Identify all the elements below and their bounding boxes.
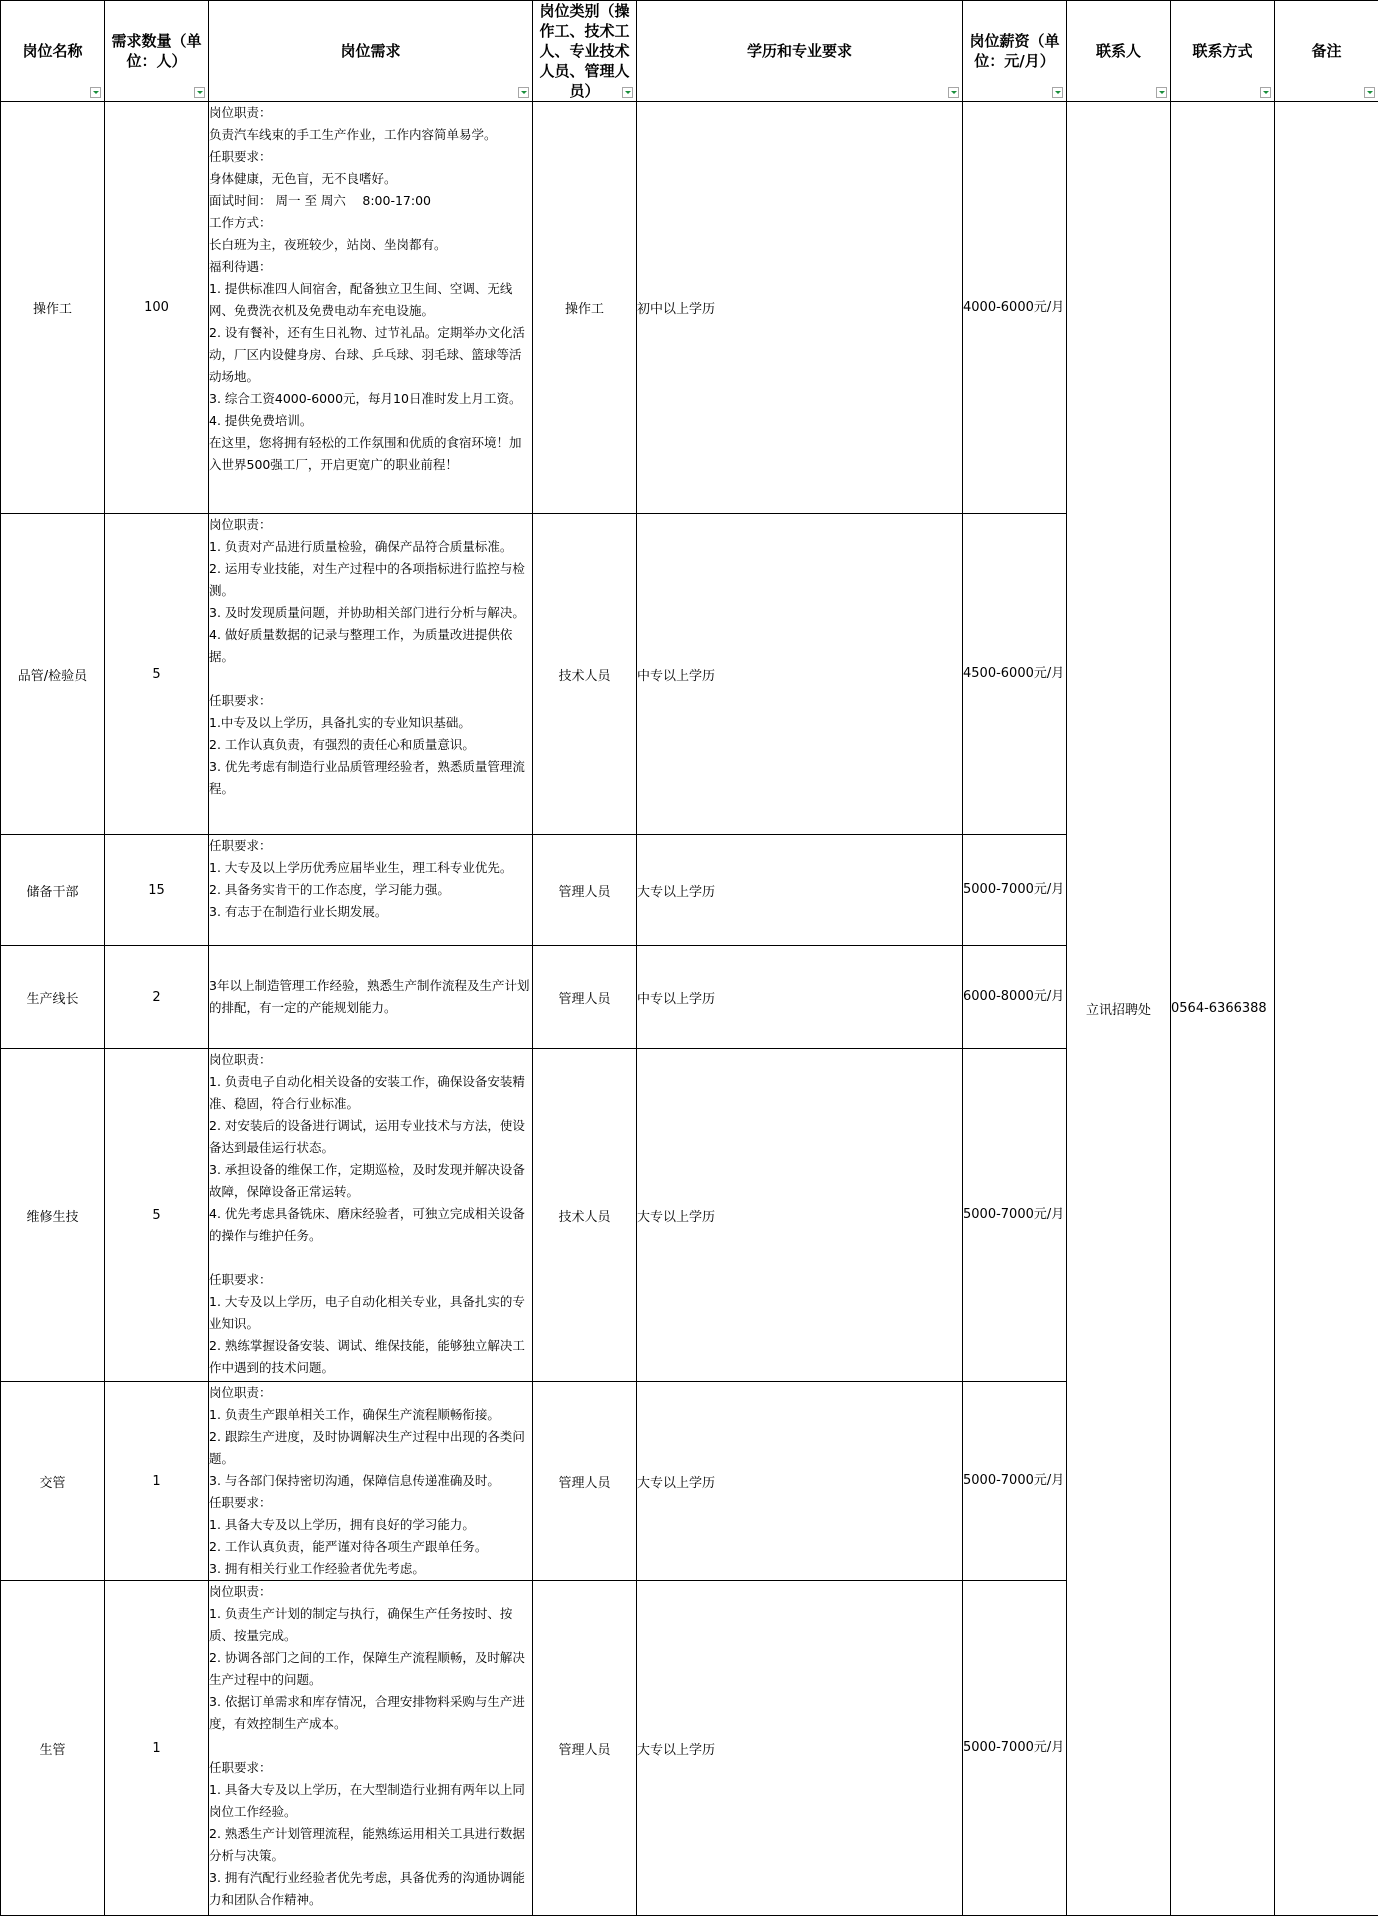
cell-requirements[interactable]: 岗位职责： 1. 负责电子自动化相关设备的安装工作，确保设备安装精准、稳固，符合行业标准。 2. 对安装后的设备进行调试，运用专业技术与方法，使设备达到最佳运行状态。 3. 承担设备的维保工作，定期巡检，及时发现并解决设备故障，保障设备正常运转。 4. 优先考虑具备铣床、磨床经验者，可独立完成相关设备的操作与维护任务。 任职要求： 1. 大专及以上学历，电子自动化相关专业，具备扎实的专业知识。 2. 熟练掌握设备安装、调试、维保技能，能够独立解决工作中遇到的技术问题。	[209, 1049, 533, 1382]
header-label: 联系方式	[1192, 42, 1252, 60]
cell-requirements[interactable]: 3年以上制造管理工作经验，熟悉生产制作流程及生产计划的排配，有一定的产能规划能力。	[209, 946, 533, 1049]
header-category[interactable]	[533, 1, 637, 102]
cell-name[interactable]: 操作工	[1, 102, 105, 514]
cell-requirements[interactable]: 岗位职责： 1. 负责生产计划的制定与执行，确保生产任务按时、按质、按量完成。 2. 协调各部门之间的工作，保障生产流程顺畅，及时解决生产过程中的问题。 3. 依据订单需求和库存情况，合理安排物料采购与生产进度，有效控制生产成本。 任职要求： 1. 具备大专及以上学历，在大型制造行业拥有两年以上同岗位工作经验。 2. 熟悉生产计划管理流程，能熟练运用相关工具进行数据分析与决策。 3. 拥有汽配行业经验者优先考虑，具备优秀的沟通协调能力和团队合作精神。	[209, 1581, 533, 1916]
cell-education[interactable]: 大专以上学历	[637, 1049, 963, 1382]
filter-dropdown-icon[interactable]	[194, 87, 205, 98]
filter-dropdown-icon[interactable]	[1156, 87, 1167, 98]
header-label: 岗位需求	[340, 42, 400, 60]
cell-quantity[interactable]: 15	[105, 835, 209, 946]
header-label: 岗位名称	[22, 42, 82, 60]
cell-salary[interactable]: 4000-6000元/月	[963, 102, 1067, 514]
cell-category[interactable]: 技术人员	[533, 514, 637, 835]
header-name[interactable]	[1, 1, 105, 102]
cell-name[interactable]: 生管	[1, 1581, 105, 1916]
cell-education[interactable]: 中专以上学历	[637, 514, 963, 835]
cell-contact[interactable]: 立讯招聘处	[1067, 102, 1171, 1916]
filter-dropdown-icon[interactable]	[622, 87, 633, 98]
filter-dropdown-icon[interactable]	[1052, 87, 1063, 98]
header-quantity[interactable]	[105, 1, 209, 102]
header-label: 需求数量（单位：人）	[111, 32, 201, 70]
cell-name[interactable]: 维修生技	[1, 1049, 105, 1382]
header-label: 岗位薪资（单位：元/月）	[969, 32, 1059, 70]
cell-notes[interactable]	[1275, 102, 1378, 1916]
header-notes[interactable]	[1275, 1, 1378, 102]
header-label: 学历和专业要求	[747, 42, 852, 60]
cell-quantity[interactable]: 100	[105, 102, 209, 514]
filter-dropdown-icon[interactable]	[1364, 87, 1375, 98]
header-contact[interactable]	[1067, 1, 1171, 102]
filter-dropdown-icon[interactable]	[948, 87, 959, 98]
cell-education[interactable]: 大专以上学历	[637, 835, 963, 946]
header-label: 联系人	[1096, 42, 1141, 60]
cell-category[interactable]: 管理人员	[533, 946, 637, 1049]
header-phone[interactable]	[1171, 1, 1275, 102]
header-label: 备注	[1311, 42, 1341, 60]
filter-dropdown-icon[interactable]	[518, 87, 529, 98]
cell-salary[interactable]: 5000-7000元/月	[963, 1382, 1067, 1581]
cell-name[interactable]: 生产线长	[1, 946, 105, 1049]
header-requirements[interactable]	[209, 1, 533, 102]
cell-category[interactable]: 技术人员	[533, 1049, 637, 1382]
cell-education[interactable]: 大专以上学历	[637, 1382, 963, 1581]
cell-education[interactable]: 初中以上学历	[637, 102, 963, 514]
cell-name[interactable]: 品管/检验员	[1, 514, 105, 835]
header-education[interactable]	[637, 1, 963, 102]
filter-dropdown-icon[interactable]	[1260, 87, 1271, 98]
cell-salary[interactable]: 5000-7000元/月	[963, 1049, 1067, 1382]
cell-quantity[interactable]: 1	[105, 1581, 209, 1916]
cell-salary[interactable]: 5000-7000元/月	[963, 1581, 1067, 1916]
header-salary[interactable]	[963, 1, 1067, 102]
cell-salary[interactable]: 6000-8000元/月	[963, 946, 1067, 1049]
cell-name[interactable]: 储备干部	[1, 835, 105, 946]
cell-education[interactable]: 中专以上学历	[637, 946, 963, 1049]
cell-category[interactable]: 管理人员	[533, 1581, 637, 1916]
header-label: 岗位类别（操作工、技术工人、专业技术人员、管理人员）	[539, 2, 629, 100]
cell-quantity[interactable]: 5	[105, 514, 209, 835]
cell-requirements[interactable]: 岗位职责： 1. 负责生产跟单相关工作，确保生产流程顺畅衔接。 2. 跟踪生产进度，及时协调解决生产过程中出现的各类问题。 3. 与各部门保持密切沟通，保障信息传递准确及时。 任职要求： 1. 具备大专及以上学历，拥有良好的学习能力。 2. 工作认真负责，能严谨对待各项生产跟单任务。 3. 拥有相关行业工作经验者优先考虑。	[209, 1382, 533, 1581]
cell-quantity[interactable]: 5	[105, 1049, 209, 1382]
cell-requirements[interactable]: 任职要求： 1. 大专及以上学历优秀应届毕业生，理工科专业优先。 2. 具备务实肯干的工作态度，学习能力强。 3. 有志于在制造行业长期发展。	[209, 835, 533, 946]
cell-salary[interactable]: 4500-6000元/月	[963, 514, 1067, 835]
cell-quantity[interactable]: 2	[105, 946, 209, 1049]
cell-category[interactable]: 管理人员	[533, 835, 637, 946]
cell-education[interactable]: 大专以上学历	[637, 1581, 963, 1916]
cell-quantity[interactable]: 1	[105, 1382, 209, 1581]
cell-requirements[interactable]: 岗位职责： 1. 负责对产品进行质量检验，确保产品符合质量标准。 2. 运用专业技能，对生产过程中的各项指标进行监控与检测。 3. 及时发现质量问题，并协助相关部门进行分析与解决。 4. 做好质量数据的记录与整理工作，为质量改进提供依据。 任职要求： 1.中专及以上学历，具备扎实的专业知识基础。 2. 工作认真负责，有强烈的责任心和质量意识。 3. 优先考虑有制造行业品质管理经验者，熟悉质量管理流程。	[209, 514, 533, 835]
cell-salary[interactable]: 5000-7000元/月	[963, 835, 1067, 946]
filter-dropdown-icon[interactable]	[90, 87, 101, 98]
header-row	[1, 1, 1378, 102]
cell-category[interactable]: 操作工	[533, 102, 637, 514]
cell-requirements[interactable]: 岗位职责： 负责汽车线束的手工生产作业，工作内容简单易学。 任职要求： 身体健康，无色盲，无不良嗜好。 面试时间： 周一 至 周六 8:00-17:00 工作方式： 长白班为主，夜班较少，站岗、坐岗都有。 福利待遇： 1. 提供标准四人间宿舍，配备独立卫生间、空调、无线网、免费洗衣机及免费电动车充电设施。 2. 设有餐补，还有生日礼物、过节礼品。定期举办文化活动，厂区内设健身房、台球、乒乓球、羽毛球、篮球等活动场地。 3. 综合工资4000-6000元，每月10日准时发上月工资。 4. 提供免费培训。 在这里，您将拥有轻松的工作氛围和优质的食宿环境！加入世界500强工厂，开启更宽广的职业前程！	[209, 102, 533, 514]
cell-name[interactable]: 交管	[1, 1382, 105, 1581]
cell-phone[interactable]: 0564-6366388	[1171, 102, 1275, 1916]
table-row	[1, 102, 1378, 514]
cell-category[interactable]: 管理人员	[533, 1382, 637, 1581]
